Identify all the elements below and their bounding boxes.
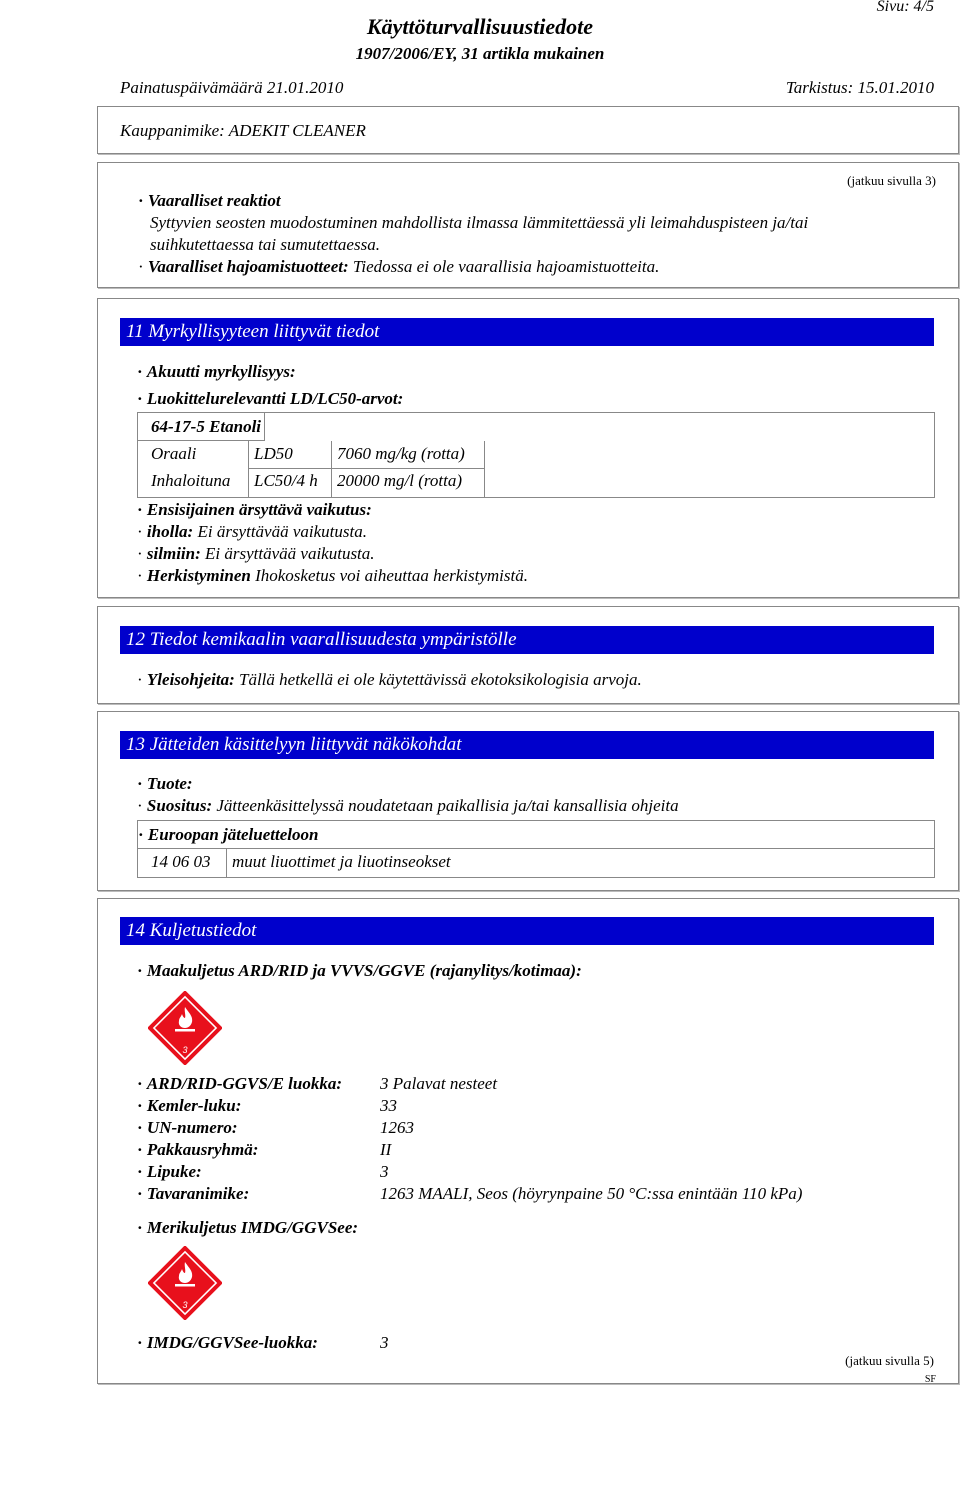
disposal-recommendation: · Suositus: Jätteenkäsittelyssä noudatetaan paikallisia ja/tai kansallisia ohjeita [137,795,679,817]
table-cell-type: LD50 [254,444,293,463]
field-value: 1263 [380,1118,414,1137]
ld-lc50-label: · Luokittelurelevantti LD/LC50-arvot: [137,388,403,410]
table-cell-type: LC50/4 h [254,471,318,490]
skin-irritation: · iholla: Ei ärsyttävää vaikutusta. [137,521,367,543]
section-13-title: 13 Jätteiden käsittelyyn liittyvät näkökohdat [120,731,934,759]
print-date: Painatuspäivämäärä 21.01.2010 [120,78,344,97]
field-label: · Tavaranimike: [137,1183,249,1205]
section-14-title: 14 Kuljetustiedot [120,917,934,945]
field-value: 33 [380,1096,397,1115]
field-label: · UN-numero: [137,1117,238,1139]
general-notes: · Yleisohjeita: Tällä hetkellä ei ole käytettävissä ekotoksikologisia arvoja. [137,669,642,691]
field-label: · Kemler-luku: [137,1095,241,1117]
waste-catalogue-table [137,820,935,878]
section-12-title: 12 Tiedot kemikaalin vaarallisuudesta ympäristölle [120,626,934,654]
table-cell-value: 7060 mg/kg (rotta) [337,444,465,463]
product-name-box [97,106,959,154]
european-waste-catalogue-label: · Euroopan jäteluetteloon [138,824,318,846]
hazardous-reactions-text-2: suihkutettaessa tai sumutettaessa. [150,235,380,254]
language-code: SF [924,1374,936,1385]
section-10-box [97,162,959,288]
placard-number: 3 [182,1300,188,1310]
hazardous-reactions-text-1: Syttyvien seosten muodostuminen mahdollista ilmassa lämmitettäessä yli leimahduspisteen ja/tai [150,213,809,232]
hazardous-reactions-label: · Vaaralliset reaktiot [138,190,281,212]
page-number: Sivu: 4/5 [876,0,934,15]
product-label: · Tuote: [137,773,193,795]
product-name: Kauppanimike: ADEKIT CLEANER [120,121,366,140]
document-title: Käyttöturvallisuustiedote [366,14,594,39]
table-cell-route: Oraali [151,444,197,463]
field-value: 3 [380,1162,389,1181]
table-cell-route: Inhaloituna [151,471,231,490]
field-value: 1263 MAALI, Seos (höyrynpaine 50 °C:ssa enintään 110 kPa) [380,1184,803,1203]
continued-to: (jatkuu sivulla 5) [845,1353,934,1368]
field-label: · Lipuke: [137,1161,202,1183]
sensitization: · Herkistyminen Ihokosketus voi aiheuttaa herkistymistä. [137,565,528,587]
waste-description: muut liuottimet ja liuotinseokset [232,852,451,871]
placard-number: 3 [182,1045,188,1055]
primary-irritation-label: · Ensisijainen ärsyttävä vaikutus: [137,499,372,521]
document-subtitle: 1907/2006/EY, 31 artikla mukainen [355,44,605,63]
toxicity-table [137,412,935,498]
section-11-title: 11 Myrkyllisyyteen liittyvät tiedot [120,318,934,346]
waste-code: 14 06 03 [151,852,211,871]
flammable-placard-icon [148,1246,222,1320]
table-cell-value: 20000 mg/l (rotta) [337,471,462,490]
imdg-class-label: · IMDG/GGVSee-luokka: [137,1332,318,1354]
revision-date: Tarkistus: 15.01.2010 [785,78,934,97]
field-label: · ARD/RID-GGVS/E luokka: [137,1073,342,1095]
decomposition-products: · Vaaralliset hajoamistuotteet: Tiedossa ei ole vaarallisia hajoamistuotteita. [138,256,659,278]
eye-irritation: · silmiin: Ei ärsyttävää vaikutusta. [137,543,375,565]
imdg-class-value: 3 [380,1333,389,1352]
field-value: 3 Palavat nesteet [380,1074,498,1093]
flammable-placard-icon [148,991,222,1065]
field-value: II [380,1140,392,1159]
field-label: · Pakkausryhmä: [137,1139,258,1161]
land-transport-label: · Maakuljetus ARD/RID ja VVVS/GGVE (rajanylitys/kotimaa): [137,960,582,982]
substance-name: 64-17-5 Etanoli [151,417,262,436]
sea-transport-label: · Merikuljetus IMDG/GGVSee: [137,1217,358,1239]
acute-toxicity-label: · Akuutti myrkyllisyys: [137,361,296,383]
continued-from: (jatkuu sivulla 3) [847,173,936,188]
